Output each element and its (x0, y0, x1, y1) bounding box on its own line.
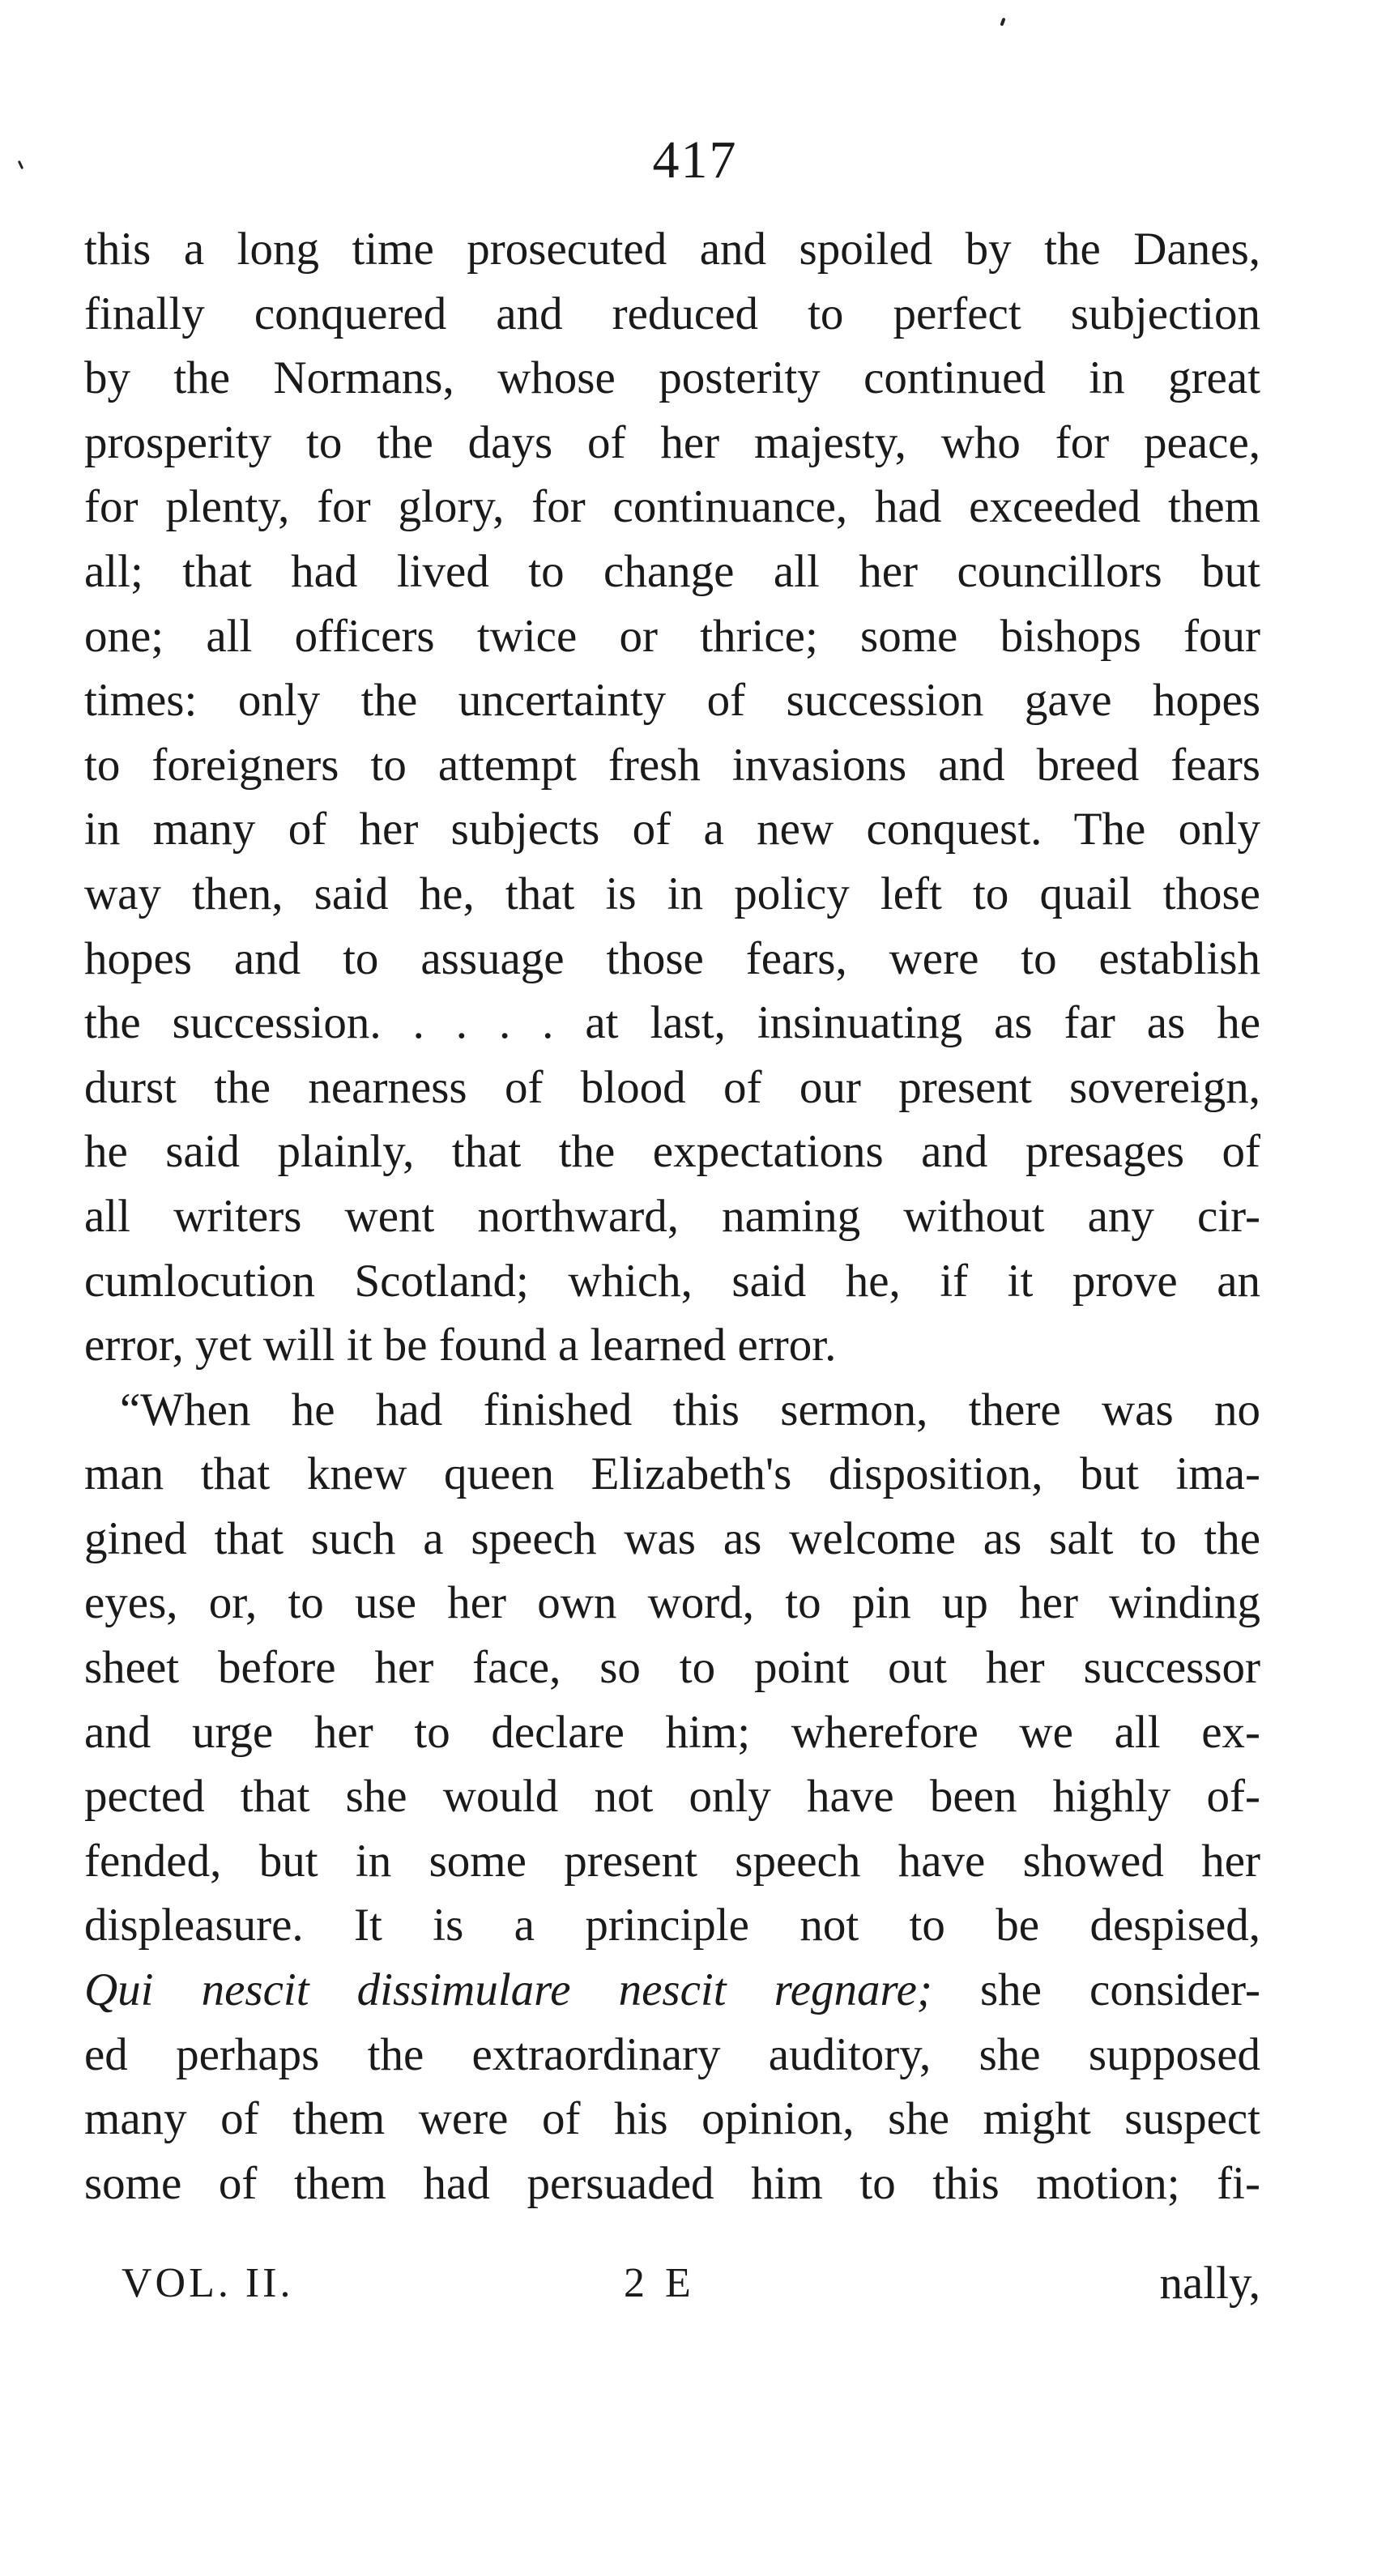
text-line: and urge her to declare him; wherefore we all ex- (84, 1706, 1260, 1758)
text-line: cumlocution Scotland; which, said he, if it prove an (84, 1255, 1260, 1307)
latin-line-rest: she consider- (932, 1964, 1260, 2016)
text-line: this a long time prosecuted and spoiled by the Danes, (84, 224, 1260, 275)
volume-label: VOL. II. (122, 2260, 294, 2306)
text-line: finally conquered and reduced to perfect subjection (84, 288, 1260, 339)
text-line: durst the nearness of blood of our present sovereign, (84, 1061, 1260, 1113)
latin-quote: Qui nescit dissimulare nescit regnare; (84, 1964, 932, 2016)
body-text (84, 217, 1260, 2216)
text-line: hopes and to assuage those fears, were to establish (84, 932, 1260, 984)
text-line: “When he had finished this sermon, there was no (120, 1384, 1260, 1435)
text-line: ed perhaps the extraordinary auditory, she supposed (84, 2028, 1260, 2080)
text-line: all writers went northward, naming without any cir- (84, 1190, 1260, 1242)
text-line: some of them had persuaded him to this motion; fi- (84, 2157, 1260, 2209)
text-line: the succession. . . . . at last, insinuating as far as he (84, 997, 1260, 1049)
page-number: 417 (652, 130, 738, 190)
page-footer (122, 2255, 1260, 2312)
text-line: for plenty, for glory, for continuance, had exceeded them (84, 481, 1260, 533)
text-line: in many of her subjects of a new conquest. The only (84, 804, 1260, 855)
text-line: way then, said he, that is in policy left to quail those (84, 868, 1260, 919)
text-line: fended, but in some present speech have showed her (84, 1835, 1260, 1887)
text-line: gined that such a speech was as welcome as salt to the (84, 1512, 1260, 1564)
text-line: by the Normans, whose posterity continued in great (84, 352, 1260, 404)
text-line: error, yet will it be found a learned error. (84, 1320, 837, 1371)
text-line: sheet before her face, so to point out her successor (84, 1642, 1260, 1694)
text-line: to foreigners to attempt fresh invasions and breed fears (84, 739, 1260, 791)
text-line: he said plainly, that the expectations and presages of (84, 1126, 1260, 1178)
text-line: prosperity to the days of her majesty, who for peace, (84, 416, 1260, 468)
text-line: pected that she would not only have been highly of- (84, 1771, 1260, 1823)
text-line: one; all officers twice or thrice; some bishops four (84, 610, 1260, 662)
text-line: all; that had lived to change all her councillors but (84, 545, 1260, 597)
catchword: nally, (1159, 2258, 1260, 2309)
signature-mark: 2 E (624, 2260, 696, 2306)
text-line: many of them were of his opinion, she might suspect (84, 2093, 1260, 2145)
text-line: eyes, or, to use her own word, to pin up her winding (84, 1577, 1260, 1629)
text-line: displeasure. It is a principle not to be despised, (84, 1900, 1260, 1951)
text-line: man that knew queen Elizabeth's disposition, but ima- (84, 1448, 1260, 1500)
ink-speck (1000, 18, 1005, 27)
latin-quote-line (84, 1958, 1260, 2023)
text-line: times: only the uncertainty of succession gave hopes (84, 675, 1260, 727)
